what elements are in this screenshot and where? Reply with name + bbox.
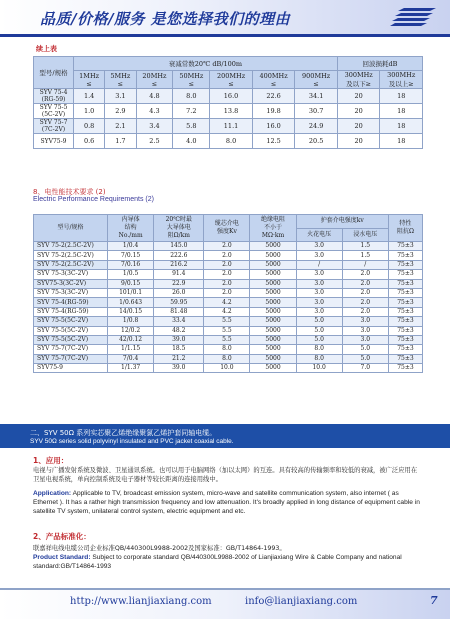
model-cell: SYV 75-7(7C-2V) bbox=[34, 354, 108, 363]
value-cell: 1.7 bbox=[105, 134, 136, 149]
value-cell: 1/1.15 bbox=[108, 345, 154, 354]
value-cell: 75±3 bbox=[388, 270, 422, 279]
model-cell: SYV 75-7(7C-2V) bbox=[34, 345, 108, 354]
table-row bbox=[34, 242, 423, 251]
value-cell: 2.0 bbox=[204, 270, 250, 279]
value-cell: 75±3 bbox=[388, 335, 422, 344]
immersion-voltage-header: 浸水电压 bbox=[342, 228, 388, 242]
value-cell: 48.2 bbox=[154, 326, 204, 335]
value-cell: 75±3 bbox=[388, 260, 422, 269]
table-row bbox=[34, 298, 423, 307]
model-cell: SYV 75-7 (7C-2V) bbox=[34, 119, 74, 134]
value-cell: 5.0 bbox=[296, 335, 342, 344]
value-cell: 5.5 bbox=[204, 317, 250, 326]
model-cell: SYV 75-4(RG-59) bbox=[34, 298, 108, 307]
attenuation-header: 衰减常数20℃ dB/100m bbox=[74, 57, 338, 71]
value-cell: 7/0.4 bbox=[108, 354, 154, 363]
value-cell: 1/0.643 bbox=[108, 298, 154, 307]
value-cell: 5.0 bbox=[342, 354, 388, 363]
frequency-col-header: 400MHz ≤ bbox=[252, 71, 295, 89]
value-cell: 101/0.1 bbox=[108, 288, 154, 297]
value-cell: 12.5 bbox=[252, 134, 295, 149]
value-cell: 75±3 bbox=[388, 242, 422, 251]
value-cell: 4.2 bbox=[204, 298, 250, 307]
value-cell: 5000 bbox=[250, 260, 296, 269]
value-cell: 1/0.5 bbox=[108, 270, 154, 279]
value-cell: 2.0 bbox=[342, 270, 388, 279]
attenuation-table bbox=[33, 56, 423, 149]
value-cell: 3.4 bbox=[136, 119, 173, 134]
impedance-header-text: 特性 阻抗Ω bbox=[396, 220, 414, 235]
value-cell: 2.0 bbox=[204, 242, 250, 251]
value-cell: 19.8 bbox=[252, 104, 295, 119]
value-cell: 8.0 bbox=[210, 134, 253, 149]
value-cell: 5000 bbox=[250, 307, 296, 316]
core-voltage-header-text: 缆芯介电 强度Kv bbox=[214, 220, 239, 235]
table-row bbox=[34, 279, 423, 288]
value-cell: 2.0 bbox=[342, 279, 388, 288]
value-cell: 3.0 bbox=[342, 326, 388, 335]
value-cell: 1.0 bbox=[74, 104, 105, 119]
model-cell: SYV75-9 bbox=[34, 134, 74, 149]
table-row bbox=[34, 335, 423, 344]
value-cell: 18 bbox=[380, 104, 423, 119]
value-cell: 75±3 bbox=[388, 288, 422, 297]
value-cell: 3.0 bbox=[296, 307, 342, 316]
spark-voltage-header: 火花电压 bbox=[296, 228, 342, 242]
value-cell: 2.0 bbox=[204, 279, 250, 288]
table-row bbox=[34, 251, 423, 260]
table-row bbox=[34, 317, 423, 326]
value-cell: 1/0.4 bbox=[108, 242, 154, 251]
model-cell: SYV 75-4 (RG-59) bbox=[34, 89, 74, 104]
model-header: 型号/规格 bbox=[34, 57, 74, 89]
value-cell: 2.0 bbox=[342, 298, 388, 307]
value-cell: 5000 bbox=[250, 345, 296, 354]
value-cell: 222.6 bbox=[154, 251, 204, 260]
header-title: 品质/价格/服务 是您选择我们的理由 bbox=[40, 10, 291, 28]
value-cell: 2.9 bbox=[105, 104, 136, 119]
model-cell: SYV 75-4(RG-59) bbox=[34, 307, 108, 316]
value-cell: 5000 bbox=[250, 326, 296, 335]
insulation-header-text: 绝缘电阻 不小于 MΩ·km bbox=[261, 216, 286, 239]
table-row bbox=[34, 89, 423, 104]
value-cell: 8.0 bbox=[296, 345, 342, 354]
model-cell: SYV75-9 bbox=[34, 364, 108, 373]
standard-label: Product Standard: bbox=[33, 554, 91, 561]
return-col-header: 300MHz 及以上≥ bbox=[380, 71, 423, 89]
value-cell: 11.1 bbox=[210, 119, 253, 134]
value-cell: 42/0.12 bbox=[108, 335, 154, 344]
model-cell: SYV 75-3(3C-2V) bbox=[34, 270, 108, 279]
value-cell: 5.0 bbox=[342, 345, 388, 354]
frequency-col-header: 5MHz ≤ bbox=[105, 71, 136, 89]
section8-title: 8、电性能技术要求 (2) bbox=[33, 188, 106, 196]
standard-text-cn: 联嘉祥电线电缆公司企业标准QB/440300L9988-2002及国家标准：GB/T14864-1993。 bbox=[33, 545, 286, 552]
value-cell: 5.0 bbox=[296, 317, 342, 326]
value-cell: 2.1 bbox=[105, 119, 136, 134]
value-cell: 5.0 bbox=[296, 326, 342, 335]
value-cell: 10.0 bbox=[204, 364, 250, 373]
standard-heading: 2、产品标准化： bbox=[33, 532, 91, 541]
website-link[interactable]: http://www.lianjiaxiang.com bbox=[70, 596, 212, 607]
section-band-title-cn: 二、SYV 50Ω 系列实芯聚乙烯绝缘聚氯乙烯护套同轴电缆。 bbox=[30, 429, 217, 437]
value-cell: 30.7 bbox=[295, 104, 338, 119]
value-cell: 18 bbox=[380, 134, 423, 149]
value-cell: 20 bbox=[337, 89, 380, 104]
return-col-header: 300MHz 及以下≥ bbox=[337, 71, 380, 89]
value-cell: 4.0 bbox=[173, 134, 210, 149]
value-cell: 26.0 bbox=[154, 288, 204, 297]
frequency-col-header: 200MHz ≤ bbox=[210, 71, 253, 89]
value-cell: 5000 bbox=[250, 298, 296, 307]
value-cell: 75±3 bbox=[388, 364, 422, 373]
model-cell: SYV 75-5 (5C-2V) bbox=[34, 104, 74, 119]
value-cell: 7.0 bbox=[342, 364, 388, 373]
value-cell: 5.5 bbox=[204, 326, 250, 335]
value-cell: 5.8 bbox=[173, 119, 210, 134]
value-cell: 33.4 bbox=[154, 317, 204, 326]
table-row bbox=[34, 326, 423, 335]
value-cell: 3.0 bbox=[342, 335, 388, 344]
value-cell: 22.9 bbox=[154, 279, 204, 288]
value-cell: 7/0.15 bbox=[108, 251, 154, 260]
value-cell: 4.2 bbox=[204, 307, 250, 316]
value-cell: 9/0.15 bbox=[108, 279, 154, 288]
return-loss-header: 回波损耗dB bbox=[337, 57, 422, 71]
value-cell: 21.2 bbox=[154, 354, 204, 363]
value-cell: 75±3 bbox=[388, 279, 422, 288]
application-text-cn: 电视与广播发射系统及微波、卫星通讯系统。也可以用于电脑网络（加以太网）的互连。具有较高的传输频率和较低的衰减，被广泛应用在卫星电视系统，单向控制系统及电子器材等较长距离的连接用线中。 bbox=[33, 467, 418, 483]
model-cell: SYV 75-5(5C-2V) bbox=[34, 317, 108, 326]
model-cell: SYV 75-5(5C-2V) bbox=[34, 335, 108, 344]
value-cell: 1/1.37 bbox=[108, 364, 154, 373]
value-cell: 5000 bbox=[250, 317, 296, 326]
value-cell: 10.0 bbox=[296, 364, 342, 373]
table-row bbox=[34, 260, 423, 269]
value-cell: 5000 bbox=[250, 288, 296, 297]
value-cell: 3.0 bbox=[296, 242, 342, 251]
model-cell: SYV 75-3(3C-2V) bbox=[34, 288, 108, 297]
value-cell: 75±3 bbox=[388, 326, 422, 335]
value-cell: 59.95 bbox=[154, 298, 204, 307]
table-row bbox=[34, 364, 423, 373]
value-cell: 2.0 bbox=[342, 288, 388, 297]
value-cell: / bbox=[296, 260, 342, 269]
value-cell: 3.0 bbox=[296, 279, 342, 288]
value-cell: 7.2 bbox=[173, 104, 210, 119]
value-cell: 216.2 bbox=[154, 260, 204, 269]
table-row bbox=[34, 119, 423, 134]
value-cell: 91.4 bbox=[154, 270, 204, 279]
value-cell: 75±3 bbox=[388, 298, 422, 307]
value-cell: 5000 bbox=[250, 270, 296, 279]
value-cell: 75±3 bbox=[388, 354, 422, 363]
value-cell: 8.0 bbox=[173, 89, 210, 104]
value-cell: 39.0 bbox=[154, 335, 204, 344]
table-row bbox=[34, 270, 423, 279]
value-cell: 13.8 bbox=[210, 104, 253, 119]
standard-body: Subject to corporate standard QB/440300L9988-2002 of Lianjiaxiang Wire & Cable Company and national standard:GB/T14864-1993 bbox=[33, 554, 402, 570]
value-cell: 16.0 bbox=[210, 89, 253, 104]
value-cell: 18 bbox=[380, 89, 423, 104]
value-cell: 5000 bbox=[250, 251, 296, 260]
value-cell: 7/0.16 bbox=[108, 260, 154, 269]
value-cell: 5000 bbox=[250, 279, 296, 288]
value-cell: 75±3 bbox=[388, 317, 422, 326]
value-cell: 20.5 bbox=[295, 134, 338, 149]
value-cell: 75±3 bbox=[388, 345, 422, 354]
frequency-col-header: 50MHz ≤ bbox=[173, 71, 210, 89]
value-cell: 2.0 bbox=[342, 307, 388, 316]
value-cell: 1.5 bbox=[342, 242, 388, 251]
value-cell: 8.0 bbox=[204, 354, 250, 363]
value-cell: 81.48 bbox=[154, 307, 204, 316]
frequency-col-header: 1MHz ≤ bbox=[74, 71, 105, 89]
sheath-voltage-header-text: 护套介电强度kv bbox=[320, 217, 364, 225]
frequency-header-row bbox=[34, 71, 423, 89]
conductor-header bbox=[108, 215, 154, 242]
table-row bbox=[34, 307, 423, 316]
value-cell: 24.9 bbox=[295, 119, 338, 134]
value-cell: 3.0 bbox=[296, 251, 342, 260]
value-cell: 5.5 bbox=[204, 335, 250, 344]
value-cell: 3.0 bbox=[342, 317, 388, 326]
value-cell: 4.3 bbox=[136, 104, 173, 119]
application-body: Applicable to TV, broadcast emission system, micro-wave and satellite communication system, also internet ( as Ethernet ). It has a rather high transmission frequency and low attenuation. It's broadly applied in long distance of equipment cable in satellite TV system, unilateral control system, electric equipment and etc. bbox=[33, 490, 420, 515]
value-cell: 0.8 bbox=[74, 119, 105, 134]
value-cell: / bbox=[342, 260, 388, 269]
table-row bbox=[34, 134, 423, 149]
model-cell: SYV 75-5(5C-2V) bbox=[34, 326, 108, 335]
section-band-title-en: SYV 50Ω series solid polyvinyl insulated and PVC jacket coaxial cable. bbox=[30, 438, 234, 445]
core-voltage-header bbox=[204, 215, 250, 242]
frequency-col-header: 20MHz ≤ bbox=[136, 71, 173, 89]
standard-text-en bbox=[33, 553, 425, 571]
value-cell: 8.0 bbox=[296, 354, 342, 363]
page-number: 7 bbox=[430, 594, 438, 607]
value-cell: 22.6 bbox=[252, 89, 295, 104]
header-divider bbox=[0, 34, 450, 37]
model-cell: SYV75-3(3C-2V) bbox=[34, 279, 108, 288]
value-cell: 5000 bbox=[250, 242, 296, 251]
value-cell: 5000 bbox=[250, 354, 296, 363]
model-header bbox=[34, 215, 108, 242]
page-footer bbox=[0, 590, 450, 619]
value-cell: 16.0 bbox=[252, 119, 295, 134]
value-cell: 2.0 bbox=[204, 288, 250, 297]
value-cell: 1/0.8 bbox=[108, 317, 154, 326]
value-cell: 145.0 bbox=[154, 242, 204, 251]
value-cell: 2.5 bbox=[136, 134, 173, 149]
value-cell: 18 bbox=[380, 119, 423, 134]
electric-performance-table bbox=[33, 214, 423, 373]
sheath-voltage-header bbox=[296, 215, 388, 229]
frequency-col-header: 900MHz ≤ bbox=[295, 71, 338, 89]
value-cell: 3.0 bbox=[296, 288, 342, 297]
value-cell: 4.8 bbox=[136, 89, 173, 104]
model-cell: SYV 75-2(2.5C-2V) bbox=[34, 242, 108, 251]
value-cell: 20 bbox=[337, 134, 380, 149]
value-cell: 12/0.2 bbox=[108, 326, 154, 335]
section8-subtitle: Electric Performance Requirements (2) bbox=[33, 196, 154, 203]
value-cell: 3.0 bbox=[296, 270, 342, 279]
model-cell: SYV 75-2(2.5C-2V) bbox=[34, 260, 108, 269]
value-cell: 75±3 bbox=[388, 251, 422, 260]
value-cell: 20 bbox=[337, 104, 380, 119]
resistance-header-text: 20℃时最 大导体电 阻Ω/km bbox=[165, 216, 192, 239]
stripes-logo-icon bbox=[390, 6, 438, 28]
value-cell: 5000 bbox=[250, 364, 296, 373]
table-row bbox=[34, 288, 423, 297]
value-cell: 75±3 bbox=[388, 307, 422, 316]
application-heading: 1、应用： bbox=[33, 456, 69, 465]
value-cell: 3.1 bbox=[105, 89, 136, 104]
email-link[interactable]: info@lianjiaxiang.com bbox=[245, 596, 358, 607]
resistance-header bbox=[154, 215, 204, 242]
value-cell: 2.0 bbox=[204, 251, 250, 260]
value-cell: 5000 bbox=[250, 335, 296, 344]
continued-label: 续上表 bbox=[36, 45, 57, 53]
value-cell: 8.0 bbox=[204, 345, 250, 354]
application-label: Application: bbox=[33, 490, 72, 497]
value-cell: 39.0 bbox=[154, 364, 204, 373]
value-cell: 1.5 bbox=[342, 251, 388, 260]
impedance-header bbox=[388, 215, 422, 242]
table-row bbox=[34, 104, 423, 119]
conductor-header-text: 内导体 结构 No./mm bbox=[118, 216, 143, 239]
value-cell: 18.5 bbox=[154, 345, 204, 354]
value-cell: 34.1 bbox=[295, 89, 338, 104]
value-cell: 1.4 bbox=[74, 89, 105, 104]
table-row bbox=[34, 354, 423, 363]
model-cell: SYV 75-2(2.5C-2V) bbox=[34, 251, 108, 260]
application-text-en bbox=[33, 489, 425, 516]
value-cell: 2.0 bbox=[204, 260, 250, 269]
value-cell: 20 bbox=[337, 119, 380, 134]
table-row bbox=[34, 345, 423, 354]
value-cell: 14/0.15 bbox=[108, 307, 154, 316]
model-header-text: 型号/规格 bbox=[57, 224, 84, 231]
value-cell: 0.6 bbox=[74, 134, 105, 149]
value-cell: 3.0 bbox=[296, 298, 342, 307]
insulation-header bbox=[250, 215, 296, 242]
